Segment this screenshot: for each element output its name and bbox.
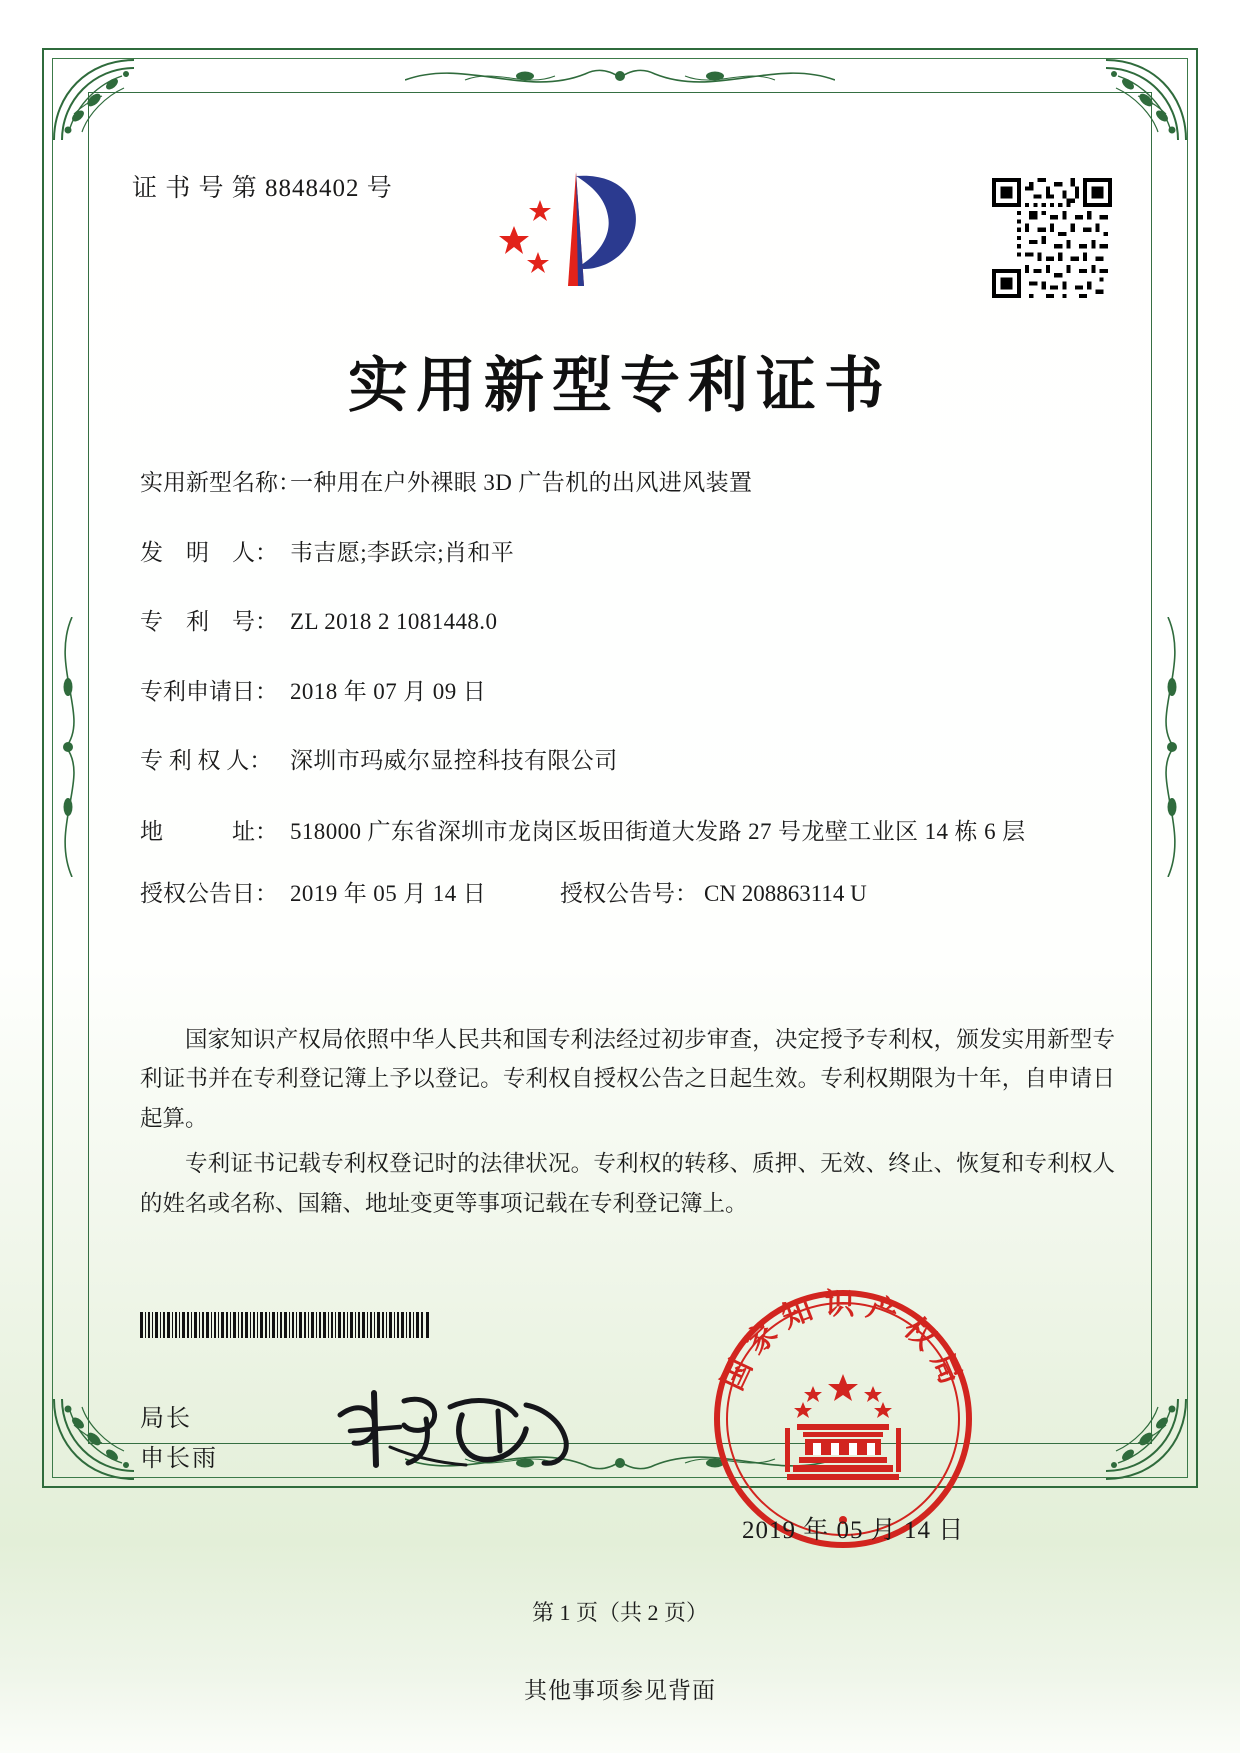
certificate-number: 证 书 号 第 8848402 号: [132, 175, 393, 202]
svg-text:国家知识产权局: 国家知识产权局: [715, 1288, 972, 1399]
field-value: 2018 年 07 月 09 日: [290, 678, 487, 704]
edge-ornament-icon: [46, 617, 90, 877]
qr-code: [992, 178, 1112, 298]
announcement-date-label: 授权公告日：: [140, 881, 278, 907]
announcement-number-label: 授权公告号：: [560, 881, 698, 907]
field-utility-model-name: [140, 466, 1120, 501]
page-number: 第 1 页（共 2 页）: [531, 1600, 708, 1625]
field-label: 专 利 号：: [140, 609, 278, 634]
handwritten-signature-icon: [330, 1385, 580, 1477]
field-label: 专 利 权 人：: [140, 748, 273, 773]
field-label: 实用新型名称：: [140, 470, 301, 495]
field-address: [140, 814, 1120, 850]
edge-ornament-icon: [1150, 617, 1194, 877]
field-patent-number: [140, 605, 1120, 640]
signature-block: [140, 1400, 218, 1479]
director-name-label: 申长雨: [140, 1445, 218, 1472]
field-value: 韦吉愿;李跃宗;肖和平: [290, 539, 515, 565]
field-inventors: [140, 536, 1120, 571]
seal-date: 2019 年 05 月 14 日: [742, 1517, 965, 1544]
back-side-note: 其他事项参见背面: [524, 1678, 716, 1703]
announcement-date-value: 2019 年 05 月 14 日: [290, 881, 487, 907]
director-title-label: 局长: [140, 1406, 192, 1432]
field-label: 地 址：: [140, 818, 278, 844]
edge-ornament-icon: [405, 54, 835, 98]
field-patentee: [140, 744, 1120, 779]
paragraph: 国家知识产权局依照中华人民共和国专利法经过初步审查，决定授予专利权，颁发实用新型专利证书并在专利登记簿上予以登记。专利权自授权公告之日起生效。专利权期限为十年，自申请日起算。: [140, 1027, 1115, 1131]
field-value: ZL 2018 2 1081448.0: [290, 609, 498, 634]
field-application-date: [140, 675, 1120, 710]
field-value: 518000 广东省深圳市龙岗区坂田街道大发路 27 号龙壁工业区 14 栋 6 层: [290, 818, 1026, 844]
announcement-number-value: CN 208863114 U: [704, 881, 867, 907]
field-label: 发 明 人：: [140, 539, 278, 565]
field-value: 一种用在户外裸眼 3D 广告机的出风进风装置: [290, 470, 753, 495]
paragraph: 专利证书记载专利权登记时的法律状况。专利权的转移、质押、无效、终止、恢复和专利权人的姓名或名称、国籍、地址变更等事项记载在专利登记簿上。: [140, 1151, 1115, 1216]
field-list: [140, 466, 1120, 938]
cnipa-logo-icon: [480, 160, 670, 305]
field-value: 深圳市玛威尔显控科技有限公司: [290, 748, 618, 773]
field-label: 专利申请日：: [140, 678, 278, 704]
barcode: [140, 1312, 430, 1338]
field-announcement: [140, 877, 1120, 912]
legal-text: [140, 1020, 1115, 1229]
page-title: 实用新型专利证书: [348, 351, 892, 421]
